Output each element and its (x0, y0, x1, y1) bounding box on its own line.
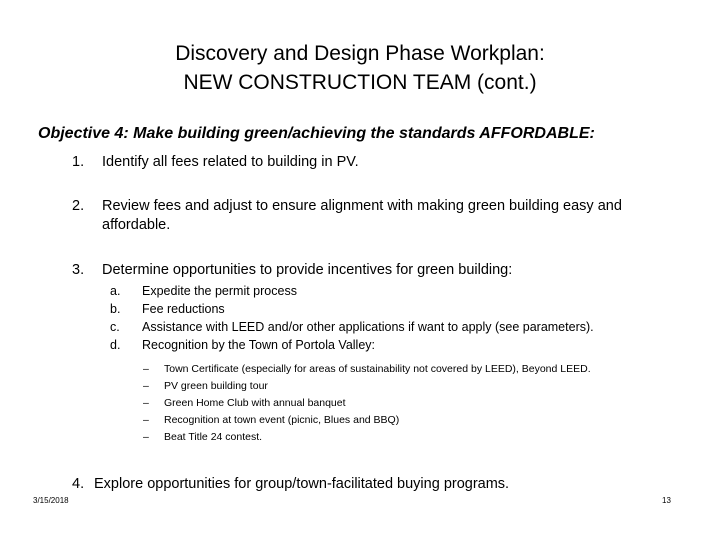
dash-icon: – (143, 397, 149, 409)
dash-icon: – (143, 414, 149, 426)
list-item-3 (72, 261, 692, 279)
title-line-2: NEW CONSTRUCTION TEAM (cont.) (183, 71, 537, 94)
title-line-1: Discovery and Design Phase Workplan: (175, 42, 545, 65)
bullet-item-5 (143, 431, 683, 444)
sub-item-b (110, 302, 670, 317)
list-item-text-line-1: Review fees and adjust to ensure alignment with making green building easy and (102, 198, 622, 214)
sub-item-c (110, 320, 670, 335)
slide-title (0, 39, 720, 97)
bullet-item-4 (143, 414, 683, 427)
sub-item-text: Assistance with LEED and/or other applications if want to apply (see parameters). (142, 320, 594, 334)
list-item-4 (72, 475, 692, 493)
sub-item-text: Recognition by the Town of Portola Valley: (142, 338, 376, 352)
dash-icon: – (143, 363, 149, 375)
list-item-number: 2. (72, 198, 85, 214)
list-item-2 (72, 197, 702, 233)
sub-item-letter: b. (110, 302, 121, 316)
sub-item-text: Fee reductions (142, 302, 225, 316)
page-number: 13 (662, 496, 671, 505)
sub-item-letter: d. (110, 338, 121, 352)
list-item-number: 4. (72, 476, 85, 492)
sub-item-letter: a. (110, 284, 121, 298)
bullet-text: PV green building tour (164, 380, 268, 392)
bullet-text: Beat Title 24 contest. (164, 431, 263, 443)
sub-item-a (110, 284, 670, 299)
list-item-number: 3. (72, 262, 85, 278)
bullet-text: Town Certificate (especially for areas of sustainability not covered by LEED), Beyond LEED. (164, 363, 591, 375)
list-item-text: Explore opportunities for group/town-facilitated buying programs. (94, 476, 510, 492)
dash-icon: – (143, 380, 149, 392)
dash-icon: – (143, 431, 149, 443)
footer-date: 3/15/2018 (33, 496, 69, 505)
bullet-text: Recognition at town event (picnic, Blues and BBQ) (164, 414, 400, 426)
list-item-text-line-2: affordable. (102, 217, 171, 233)
bullet-item-3 (143, 397, 683, 410)
list-item-text: Identify all fees related to building in PV. (102, 154, 359, 170)
sub-item-d (110, 338, 670, 353)
sub-item-text: Expedite the permit process (142, 284, 297, 298)
objective-heading: Objective 4: Make building green/achieving the standards AFFORDABLE: (38, 125, 595, 142)
list-item-1 (72, 153, 692, 171)
list-item-text: Determine opportunities to provide incentives for green building: (102, 262, 513, 278)
bullet-item-2 (143, 380, 683, 393)
bullet-item-1 (143, 363, 683, 376)
bullet-text: Green Home Club with annual banquet (164, 397, 346, 409)
list-item-number: 1. (72, 154, 85, 170)
sub-item-letter: c. (110, 320, 120, 334)
